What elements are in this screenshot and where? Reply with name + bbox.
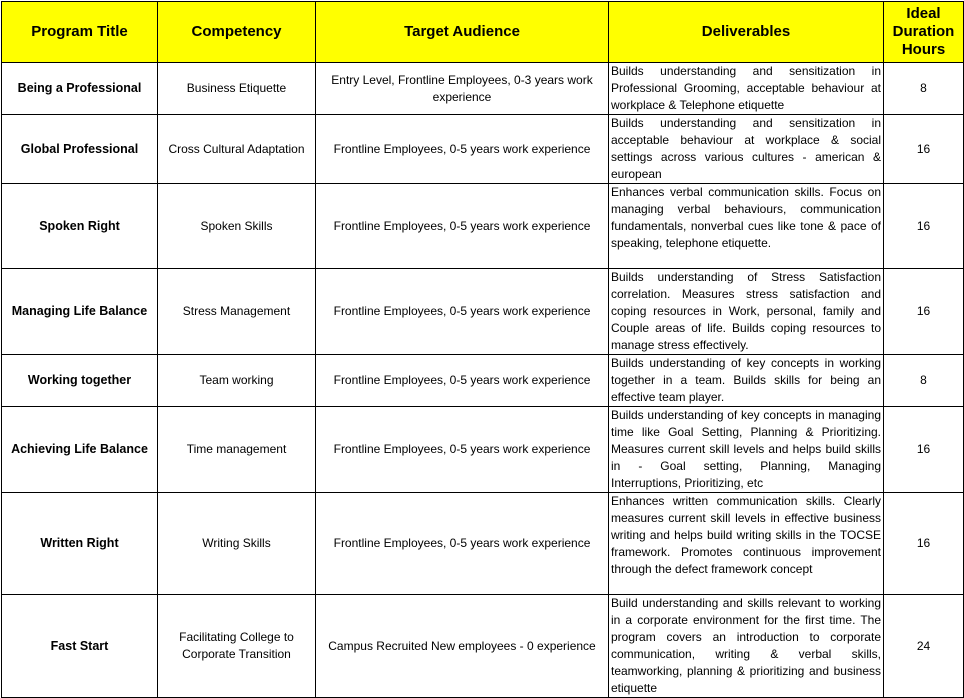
table-row bbox=[2, 184, 964, 269]
program-title-cell: Written Right bbox=[2, 493, 158, 595]
duration-cell: 16 bbox=[884, 115, 964, 184]
table-row bbox=[2, 595, 964, 698]
header-row bbox=[2, 2, 964, 63]
competency-cell: Spoken Skills bbox=[158, 184, 316, 269]
table-row bbox=[2, 115, 964, 184]
program-title-cell: Achieving Life Balance bbox=[2, 407, 158, 493]
deliverables-cell: Enhances verbal communication skills. Focus on managing verbal behaviours, communication fundamentals, nonverbal cues like tone & pace of speaking, telephone etiquette. bbox=[609, 184, 884, 269]
audience-cell: Frontline Employees, 0-5 years work experience bbox=[316, 355, 609, 407]
competency-cell: Stress Management bbox=[158, 269, 316, 355]
table-row bbox=[2, 355, 964, 407]
deliverables-cell: Builds understanding and sensitization in Professional Grooming, acceptable behaviour at workplace & Telephone etiquette bbox=[609, 63, 884, 115]
duration-cell: 8 bbox=[884, 63, 964, 115]
audience-cell: Frontline Employees, 0-5 years work experience bbox=[316, 184, 609, 269]
competency-cell: Cross Cultural Adaptation bbox=[158, 115, 316, 184]
header-target-audience: Target Audience bbox=[316, 2, 609, 63]
header-competency: Competency bbox=[158, 2, 316, 63]
program-title-cell: Managing Life Balance bbox=[2, 269, 158, 355]
duration-cell: 24 bbox=[884, 595, 964, 698]
deliverables-cell: Builds understanding of key concepts in managing time like Goal Setting, Planning & Prioritizing. Measures current skill levels and helps build skills in - Goal setting, Planning, Managing Interruptions, Prioritizing, etc bbox=[609, 407, 884, 493]
program-title-cell: Being a Professional bbox=[2, 63, 158, 115]
header-program-title: Program Title bbox=[2, 2, 158, 63]
duration-cell: 16 bbox=[884, 407, 964, 493]
competency-cell: Time management bbox=[158, 407, 316, 493]
audience-cell: Frontline Employees, 0-5 years work experience bbox=[316, 269, 609, 355]
table-row bbox=[2, 63, 964, 115]
audience-cell: Campus Recruited New employees - 0 experience bbox=[316, 595, 609, 698]
programs-table bbox=[1, 1, 964, 698]
deliverables-cell: Build understanding and skills relevant to working in a corporate environment for the first time. The program covers an introduction to corporate communication, writing & verbal skills, teamworking, planning & prioritizing and business etiquette bbox=[609, 595, 884, 698]
competency-cell: Business Etiquette bbox=[158, 63, 316, 115]
duration-cell: 16 bbox=[884, 184, 964, 269]
table-row bbox=[2, 407, 964, 493]
competency-cell: Writing Skills bbox=[158, 493, 316, 595]
header-deliverables: Deliverables bbox=[609, 2, 884, 63]
table-row bbox=[2, 493, 964, 595]
duration-cell: 8 bbox=[884, 355, 964, 407]
duration-cell: 16 bbox=[884, 269, 964, 355]
audience-cell: Frontline Employees, 0-5 years work experience bbox=[316, 407, 609, 493]
competency-cell: Facilitating College to Corporate Transition bbox=[158, 595, 316, 698]
competency-cell: Team working bbox=[158, 355, 316, 407]
duration-cell: 16 bbox=[884, 493, 964, 595]
deliverables-cell: Builds understanding of key concepts in working together in a team. Builds skills for being an effective team player. bbox=[609, 355, 884, 407]
audience-cell: Entry Level, Frontline Employees, 0-3 years work experience bbox=[316, 63, 609, 115]
deliverables-cell: Builds understanding and sensitization in acceptable behaviour at workplace & social settings across various cultures - american & european bbox=[609, 115, 884, 184]
deliverables-cell: Builds understanding of Stress Satisfaction correlation. Measures stress satisfaction and coping resources in Work, personal, family and Couple areas of life. Builds coping resources to manage stress effectively. bbox=[609, 269, 884, 355]
program-title-cell: Spoken Right bbox=[2, 184, 158, 269]
deliverables-cell: Enhances written communication skills. Clearly measures current skill levels in effective business writing and helps build writing skills in the TOCSE framework. Promotes continuous improvement through the defect framework concept bbox=[609, 493, 884, 595]
program-title-cell: Fast Start bbox=[2, 595, 158, 698]
program-title-cell: Global Professional bbox=[2, 115, 158, 184]
audience-cell: Frontline Employees, 0-5 years work experience bbox=[316, 493, 609, 595]
program-title-cell: Working together bbox=[2, 355, 158, 407]
header-duration: Ideal Duration Hours bbox=[884, 2, 964, 63]
table-row bbox=[2, 269, 964, 355]
audience-cell: Frontline Employees, 0-5 years work experience bbox=[316, 115, 609, 184]
